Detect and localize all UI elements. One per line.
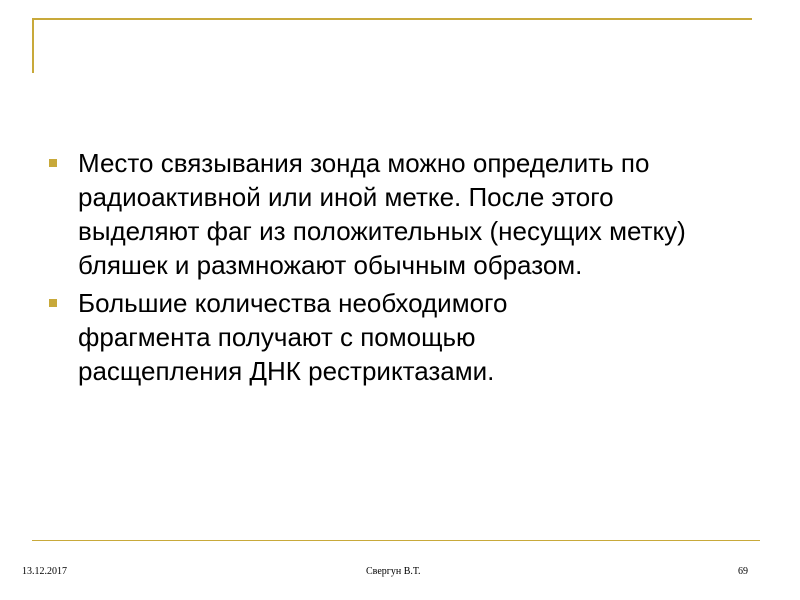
footer-author: Свергун В.Т. <box>366 566 421 577</box>
square-bullet-icon <box>49 299 57 307</box>
square-bullet-icon <box>49 159 57 167</box>
bullet-item <box>44 286 638 388</box>
top-frame-line <box>32 18 752 20</box>
left-frame-line <box>32 18 34 73</box>
page-number: 69 <box>738 566 748 577</box>
bullet-text: Большие количества необходимого фрагмента получают с помощью расщепления ДНК рестриктазами. <box>78 288 508 386</box>
footer-date: 13.12.2017 <box>22 566 67 577</box>
bottom-frame-line <box>32 540 760 541</box>
bullet-text: Место связывания зонда можно определить по радиоактивной или иной метке. После этого выделяют фаг из положительных (несущих метку) бляшек и размножают обычным образом. <box>78 148 686 280</box>
slide-content <box>44 146 744 388</box>
bullet-item <box>44 146 718 282</box>
